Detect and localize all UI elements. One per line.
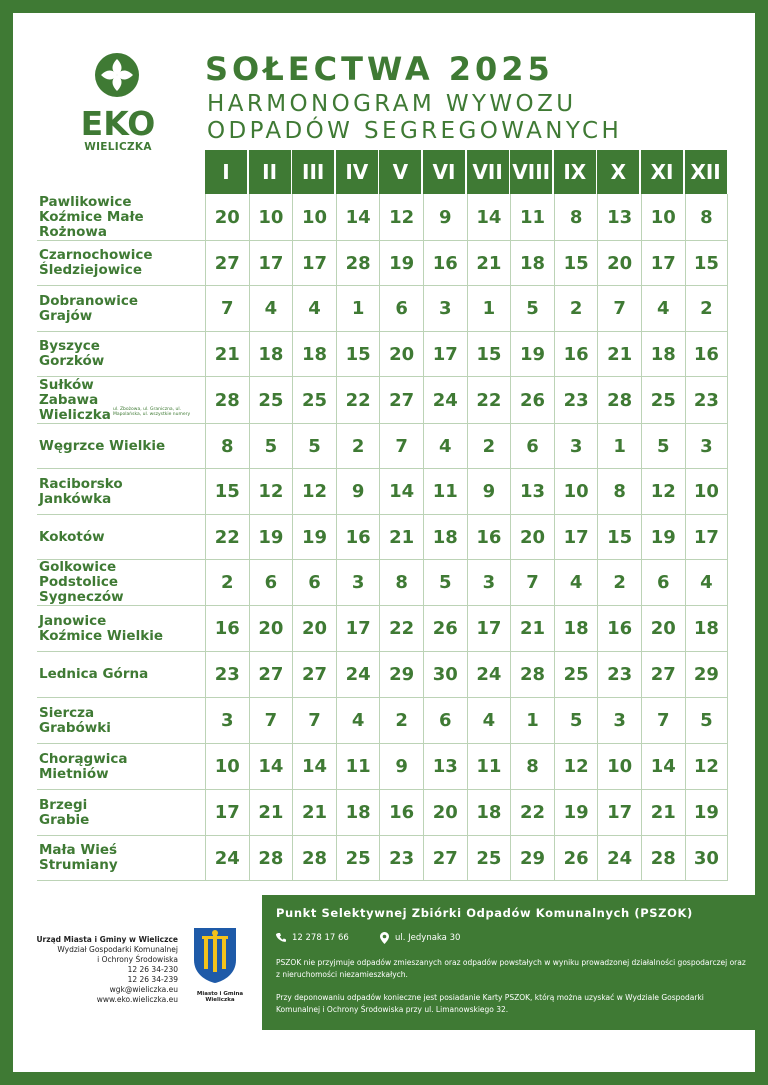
pickup-day-cell: 7	[249, 698, 293, 744]
pickup-day-cell: 8	[597, 469, 641, 515]
pickup-day-cell: 7	[292, 698, 336, 744]
pickup-day-cell: 2	[554, 286, 598, 332]
pickup-day-cell: 29	[510, 836, 554, 881]
pickup-day-cell: 18	[249, 332, 293, 377]
village-name: Dobranowice	[39, 292, 139, 309]
pickup-day-cell: 19	[510, 332, 554, 377]
pickup-day-cell: 13	[597, 194, 641, 241]
pickup-day-cell: 26	[423, 606, 467, 652]
pickup-day-cell: 20	[510, 515, 554, 560]
pickup-day-cell: 29	[379, 652, 423, 698]
leaf-logo-icon	[95, 53, 139, 97]
pickup-day-cell: 2	[336, 424, 380, 469]
village-name: Śledziejowice	[39, 262, 142, 278]
pickup-day-cell: 17	[292, 241, 336, 286]
pickup-day-cell: 6	[641, 560, 685, 606]
pickup-day-cell: 6	[292, 560, 336, 606]
village-name: Pawlikowice	[39, 193, 132, 210]
month-header: I	[205, 150, 247, 194]
pickup-day-cell: 16	[597, 606, 641, 652]
village-group-label	[37, 332, 205, 377]
pickup-day-cell: 10	[554, 469, 598, 515]
pickup-day-cell: 11	[467, 744, 511, 790]
village-name: Wieliczka	[39, 406, 111, 423]
village-name: Gorzków	[39, 353, 105, 369]
pickup-day-cell: 28	[205, 377, 249, 424]
village-group-label	[37, 744, 205, 790]
pickup-day-cell: 19	[249, 515, 293, 560]
pickup-day-cell: 4	[467, 698, 511, 744]
pickup-day-cell: 28	[249, 836, 293, 881]
pickup-day-cell: 16	[336, 515, 380, 560]
pickup-day-cell: 24	[336, 652, 380, 698]
pickup-day-cell: 27	[249, 652, 293, 698]
pickup-day-cell: 27	[641, 652, 685, 698]
phone-icon	[276, 932, 286, 943]
pickup-day-cell: 17	[249, 241, 293, 286]
pickup-day-cell: 1	[467, 286, 511, 332]
village-street-note: ul. Zbożowa, ul. Graniczna, ul. Mapolańska, ul. wszystkie numery	[113, 407, 191, 417]
pickup-day-cell: 20	[205, 194, 249, 241]
pickup-day-cell: 18	[336, 790, 380, 836]
pszok-phone[interactable]	[276, 932, 349, 943]
village-group-label	[37, 836, 205, 881]
pickup-day-cell: 23	[685, 377, 729, 424]
pickup-day-cell: 25	[249, 377, 293, 424]
pickup-day-cell: 9	[423, 194, 467, 241]
village-name: Sułków	[39, 376, 94, 393]
month-header: IV	[336, 150, 378, 194]
pickup-day-cell: 24	[597, 836, 641, 881]
pickup-day-cell: 5	[423, 560, 467, 606]
pickup-day-cell: 16	[467, 515, 511, 560]
pickup-day-cell: 12	[249, 469, 293, 515]
village-name: Brzegi	[39, 796, 88, 813]
pickup-day-cell: 21	[510, 606, 554, 652]
office-dept-line1: Wydział Gospodarki Komunalnej	[57, 945, 178, 954]
pickup-day-cell: 8	[685, 194, 729, 241]
pickup-day-cell: 15	[597, 515, 641, 560]
pickup-day-cell: 11	[336, 744, 380, 790]
pickup-day-cell: 25	[336, 836, 380, 881]
pickup-day-cell: 18	[554, 606, 598, 652]
pickup-day-cell: 8	[554, 194, 598, 241]
pickup-day-cell: 7	[641, 698, 685, 744]
pickup-day-cell: 10	[205, 744, 249, 790]
pickup-day-cell: 17	[685, 515, 729, 560]
pickup-day-cell: 18	[292, 332, 336, 377]
village-name: Zabawa	[39, 391, 99, 408]
village-name: Byszyce	[39, 338, 100, 354]
pickup-day-cell: 17	[336, 606, 380, 652]
pickup-day-cell: 6	[379, 286, 423, 332]
village-name: Czarnochowice	[39, 247, 153, 263]
pickup-day-cell: 10	[685, 469, 729, 515]
pickup-day-cell: 2	[685, 286, 729, 332]
pickup-day-cell: 21	[379, 515, 423, 560]
pickup-day-cell: 28	[292, 836, 336, 881]
page-title: SOŁECTWA 2025	[205, 50, 554, 88]
pickup-day-cell: 16	[205, 606, 249, 652]
pickup-day-cell: 7	[379, 424, 423, 469]
pickup-day-cell: 22	[379, 606, 423, 652]
village-name: Grajów	[39, 307, 93, 324]
village-name: Kokotów	[39, 528, 105, 545]
pickup-day-cell: 11	[510, 194, 554, 241]
pickup-day-cell: 5	[554, 698, 598, 744]
pickup-day-cell: 12	[685, 744, 729, 790]
pszok-phone-number: 12 278 17 66	[292, 932, 349, 943]
pickup-day-cell: 3	[467, 560, 511, 606]
village-group-label	[37, 560, 205, 606]
pickup-day-cell: 17	[597, 790, 641, 836]
brand-name: EKO	[80, 104, 156, 143]
pickup-day-cell: 22	[510, 790, 554, 836]
village-name: Mała Wieś	[39, 842, 118, 858]
pickup-day-cell: 12	[554, 744, 598, 790]
pickup-day-cell: 25	[641, 377, 685, 424]
pickup-day-cell: 6	[249, 560, 293, 606]
month-header: II	[249, 150, 291, 194]
pickup-day-cell: 5	[685, 698, 729, 744]
village-group-label	[37, 377, 205, 424]
pickup-day-cell: 7	[597, 286, 641, 332]
pickup-day-cell: 15	[336, 332, 380, 377]
village-name: Golkowice	[39, 559, 117, 575]
pickup-day-cell: 19	[379, 241, 423, 286]
pickup-day-cell: 9	[379, 744, 423, 790]
village-name: Koźmice Wielkie	[39, 627, 163, 644]
pickup-day-cell: 19	[685, 790, 729, 836]
pickup-day-cell: 28	[641, 836, 685, 881]
pickup-day-cell: 17	[423, 332, 467, 377]
village-name: Chorągwica	[39, 750, 128, 767]
pickup-day-cell: 14	[641, 744, 685, 790]
pickup-day-cell: 4	[641, 286, 685, 332]
village-group-label	[37, 515, 205, 560]
pickup-day-cell: 17	[467, 606, 511, 652]
village-group-label	[37, 241, 205, 286]
pickup-day-cell: 5	[249, 424, 293, 469]
location-pin-icon	[380, 932, 389, 944]
village-name: Koźmice Małe	[39, 208, 144, 225]
pickup-day-cell: 26	[554, 836, 598, 881]
page-subtitle-line1: HARMONOGRAM WYWOZU	[207, 91, 577, 117]
month-header: IX	[554, 150, 596, 194]
month-header: XII	[685, 150, 727, 194]
pickup-day-cell: 15	[205, 469, 249, 515]
office-email[interactable]: wgk@wieliczka.eu	[109, 985, 178, 994]
pszok-info-paragraph1: PSZOK nie przyjmuje odpadów zmieszanych oraz odpadów powstałych w wyniku prowadzonej działalności gospodarczej oraz z nieruchomości niezamieszkałych.	[276, 958, 746, 979]
pickup-day-cell: 19	[641, 515, 685, 560]
pickup-day-cell: 1	[510, 698, 554, 744]
pickup-day-cell: 18	[510, 241, 554, 286]
pickup-day-cell: 16	[554, 332, 598, 377]
pickup-day-cell: 5	[641, 424, 685, 469]
pickup-day-cell: 17	[205, 790, 249, 836]
pickup-day-cell: 25	[467, 836, 511, 881]
pickup-day-cell: 15	[467, 332, 511, 377]
pickup-day-cell: 23	[379, 836, 423, 881]
village-name: Sygneczów	[39, 589, 124, 605]
pszok-address	[380, 932, 460, 944]
pickup-day-cell: 2	[205, 560, 249, 606]
pickup-day-cell: 21	[597, 332, 641, 377]
pickup-day-cell: 2	[467, 424, 511, 469]
village-name: Grabie	[39, 811, 90, 828]
pickup-day-cell: 19	[292, 515, 336, 560]
month-header: VI	[423, 150, 465, 194]
office-dept-line2: i Ochrony Środowiska	[97, 955, 178, 964]
pickup-day-cell: 20	[379, 332, 423, 377]
pickup-day-cell: 21	[205, 332, 249, 377]
brand-city: WIELICZKA	[84, 141, 152, 153]
pszok-address-text: ul. Jedynaka 30	[395, 933, 461, 943]
pickup-day-cell: 11	[423, 469, 467, 515]
month-header: VIII	[510, 150, 552, 194]
pickup-day-cell: 6	[423, 698, 467, 744]
pickup-day-cell: 10	[641, 194, 685, 241]
village-name: Jankówka	[39, 490, 112, 507]
pickup-day-cell: 3	[205, 698, 249, 744]
pickup-day-cell: 4	[685, 560, 729, 606]
pickup-day-cell: 16	[423, 241, 467, 286]
pickup-day-cell: 15	[554, 241, 598, 286]
pickup-day-cell: 21	[641, 790, 685, 836]
pickup-day-cell: 12	[641, 469, 685, 515]
pickup-day-cell: 12	[379, 194, 423, 241]
pickup-day-cell: 7	[510, 560, 554, 606]
village-name: Janowice	[39, 612, 107, 629]
village-name: Raciborsko	[39, 475, 123, 492]
village-group-label	[37, 698, 205, 744]
village-name: Podstolice	[39, 574, 119, 590]
pickup-day-cell: 21	[467, 241, 511, 286]
pickup-day-cell: 28	[597, 377, 641, 424]
pickup-day-cell: 4	[336, 698, 380, 744]
pickup-day-cell: 18	[641, 332, 685, 377]
pickup-day-cell: 16	[685, 332, 729, 377]
pickup-day-cell: 4	[249, 286, 293, 332]
pickup-day-cell: 20	[597, 241, 641, 286]
pszok-title: Punkt Selektywnej Zbiórki Odpadów Komunalnych (PSZOK)	[276, 906, 693, 920]
pickup-day-cell: 14	[379, 469, 423, 515]
crest-caption: Miasto i Gmina Wieliczka	[196, 991, 244, 1003]
pickup-day-cell: 18	[423, 515, 467, 560]
pickup-day-cell: 4	[292, 286, 336, 332]
pickup-day-cell: 30	[423, 652, 467, 698]
pickup-day-cell: 2	[597, 560, 641, 606]
pickup-day-cell: 27	[423, 836, 467, 881]
month-header: VII	[467, 150, 509, 194]
pickup-day-cell: 24	[467, 652, 511, 698]
pickup-day-cell: 13	[423, 744, 467, 790]
village-group-label	[37, 424, 205, 469]
pickup-day-cell: 22	[467, 377, 511, 424]
pickup-day-cell: 18	[685, 606, 729, 652]
pickup-day-cell: 1	[597, 424, 641, 469]
pickup-day-cell: 18	[467, 790, 511, 836]
pickup-day-cell: 10	[597, 744, 641, 790]
office-phone1: 12 26 34-230	[127, 965, 178, 974]
page-subtitle-line2: ODPADÓW SEGREGOWANYCH	[207, 118, 623, 144]
village-name: Siercza	[39, 704, 95, 721]
pickup-day-cell: 8	[379, 560, 423, 606]
pickup-day-cell: 29	[685, 652, 729, 698]
pickup-day-cell: 14	[336, 194, 380, 241]
pickup-day-cell: 12	[292, 469, 336, 515]
pickup-day-cell: 3	[685, 424, 729, 469]
coat-of-arms-icon	[192, 926, 238, 984]
pickup-day-cell: 28	[510, 652, 554, 698]
month-header: III	[292, 150, 334, 194]
village-name: Mietniów	[39, 765, 109, 782]
pickup-day-cell: 8	[510, 744, 554, 790]
village-name: Lednica Górna	[39, 666, 149, 682]
pickup-day-cell: 19	[554, 790, 598, 836]
pickup-day-cell: 2	[379, 698, 423, 744]
pickup-day-cell: 5	[510, 286, 554, 332]
village-group-label	[37, 606, 205, 652]
pickup-day-cell: 20	[292, 606, 336, 652]
pickup-day-cell: 3	[554, 424, 598, 469]
village-group-label	[37, 790, 205, 836]
pickup-day-cell: 4	[423, 424, 467, 469]
pickup-day-cell: 9	[336, 469, 380, 515]
office-phone2: 12 26 34-239	[127, 975, 178, 984]
pickup-day-cell: 24	[205, 836, 249, 881]
pickup-day-cell: 10	[249, 194, 293, 241]
pickup-day-cell: 25	[554, 652, 598, 698]
pickup-day-cell: 17	[641, 241, 685, 286]
pickup-day-cell: 28	[336, 241, 380, 286]
pickup-day-cell: 24	[423, 377, 467, 424]
pickup-day-cell: 23	[205, 652, 249, 698]
pszok-info-box	[262, 895, 759, 1030]
month-header: V	[379, 150, 421, 194]
pickup-day-cell: 14	[292, 744, 336, 790]
pickup-day-cell: 20	[249, 606, 293, 652]
office-website[interactable]: www.eko.wieliczka.eu	[96, 995, 178, 1004]
pickup-day-cell: 21	[249, 790, 293, 836]
pickup-day-cell: 22	[336, 377, 380, 424]
month-header: XI	[641, 150, 683, 194]
village-group-label	[37, 194, 205, 241]
pickup-day-cell: 9	[467, 469, 511, 515]
village-name: Strumiany	[39, 857, 118, 873]
pickup-day-cell: 4	[554, 560, 598, 606]
pickup-day-cell: 3	[423, 286, 467, 332]
pickup-day-cell: 26	[510, 377, 554, 424]
village-name: Węgrzce Wielkie	[39, 437, 166, 454]
pickup-day-cell: 15	[685, 241, 729, 286]
pickup-day-cell: 27	[292, 652, 336, 698]
pickup-day-cell: 30	[685, 836, 729, 881]
pickup-day-cell: 13	[510, 469, 554, 515]
pickup-day-cell: 25	[292, 377, 336, 424]
pickup-day-cell: 8	[205, 424, 249, 469]
pickup-day-cell: 20	[423, 790, 467, 836]
pickup-day-cell: 17	[554, 515, 598, 560]
pszok-info-paragraph2: Przy deponowaniu odpadów konieczne jest posiadanie Karty PSZOK, którą można uzyskać w Wydziale Gospodarki Komunalnej i Ochrony Środowiska przy ul. Limanowskiego 32.	[276, 993, 704, 1014]
village-name: Rożnowa	[39, 223, 107, 240]
pickup-day-cell: 1	[336, 286, 380, 332]
pickup-day-cell: 23	[597, 652, 641, 698]
village-group-label	[37, 652, 205, 698]
pickup-day-cell: 14	[467, 194, 511, 241]
pickup-day-cell: 20	[641, 606, 685, 652]
pickup-day-cell: 14	[249, 744, 293, 790]
pickup-day-cell: 5	[292, 424, 336, 469]
pickup-day-cell: 6	[510, 424, 554, 469]
village-group-label	[37, 469, 205, 515]
pickup-day-cell: 27	[205, 241, 249, 286]
pickup-day-cell: 7	[205, 286, 249, 332]
office-name: Urząd Miasta i Gminy w Wieliczce	[36, 935, 178, 944]
pickup-day-cell: 23	[554, 377, 598, 424]
month-header: X	[597, 150, 639, 194]
village-name: Grabówki	[39, 719, 111, 736]
pickup-day-cell: 22	[205, 515, 249, 560]
village-group-label	[37, 286, 205, 332]
office-contact	[0, 935, 178, 1005]
pickup-day-cell: 3	[336, 560, 380, 606]
pickup-day-cell: 3	[597, 698, 641, 744]
pickup-day-cell: 16	[379, 790, 423, 836]
pickup-day-cell: 27	[379, 377, 423, 424]
pickup-day-cell: 21	[292, 790, 336, 836]
pickup-day-cell: 10	[292, 194, 336, 241]
